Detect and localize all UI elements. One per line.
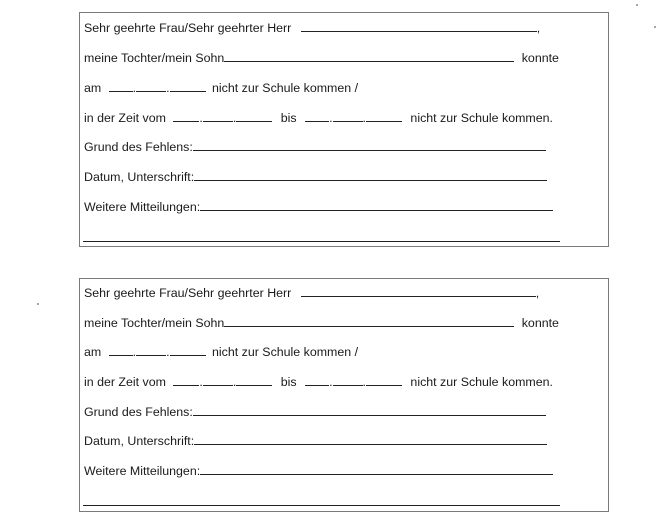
date-separator: . — [166, 345, 170, 359]
date-signature-field[interactable] — [194, 432, 547, 445]
absence-note-form-bottom — [79, 278, 609, 512]
not-school-slash-text: nicht zur Schule kommen / — [212, 81, 359, 95]
salutation-row — [84, 284, 539, 300]
period-from-day-field[interactable] — [173, 109, 199, 122]
single-date-row — [84, 79, 358, 95]
period-row — [84, 109, 553, 125]
child-row — [84, 49, 559, 65]
period-to-year-field[interactable] — [366, 373, 402, 386]
salutation-text: Sehr geehrte Frau/Sehr geehrter Herr — [84, 286, 292, 300]
reason-label: Grund des Fehlens: — [84, 140, 193, 154]
more-info-field[interactable] — [200, 198, 553, 211]
until-label: bis — [280, 375, 297, 389]
period-from-month-field[interactable] — [203, 373, 233, 386]
scan-speck — [654, 26, 656, 28]
date-separator: . — [329, 111, 333, 125]
could-text: konnte — [521, 51, 559, 65]
child-name-field[interactable] — [224, 314, 514, 327]
period-from-year-field[interactable] — [236, 109, 272, 122]
child-name-field[interactable] — [224, 49, 514, 62]
reason-field[interactable] — [193, 138, 546, 151]
until-label: bis — [280, 111, 297, 125]
date-separator: . — [166, 81, 170, 95]
date-signature-row — [84, 432, 547, 448]
recipient-name-field[interactable] — [301, 19, 537, 32]
more-info-extra-line[interactable] — [83, 505, 560, 506]
salutation-comma: , — [535, 286, 540, 300]
date-signature-label: Datum, Unterschrift: — [84, 434, 195, 448]
date-separator: . — [362, 375, 366, 389]
reason-row — [84, 138, 546, 154]
more-info-label: Weitere Mitteilungen: — [84, 464, 201, 478]
date-day-field[interactable] — [109, 343, 133, 356]
salutation-row — [84, 19, 540, 35]
date-separator: . — [132, 81, 137, 95]
date-month-field[interactable] — [136, 343, 166, 356]
single-date-row — [84, 343, 358, 359]
date-separator: . — [329, 375, 333, 389]
date-signature-field[interactable] — [194, 168, 547, 181]
period-to-month-field[interactable] — [333, 109, 363, 122]
date-year-field[interactable] — [170, 79, 206, 92]
recipient-name-field[interactable] — [301, 284, 536, 297]
period-label: in der Zeit vom — [84, 111, 166, 125]
date-separator: . — [199, 111, 203, 125]
child-text: meine Tochter/mein Sohn — [84, 51, 225, 65]
date-day-field[interactable] — [109, 79, 133, 92]
salutation-comma: , — [536, 21, 541, 35]
date-signature-label: Datum, Unterschrift: — [84, 170, 195, 184]
more-info-extra-line[interactable] — [83, 241, 560, 242]
more-info-row — [84, 198, 553, 214]
date-month-field[interactable] — [136, 79, 166, 92]
more-info-label: Weitere Mitteilungen: — [84, 200, 201, 214]
date-year-field[interactable] — [170, 343, 206, 356]
on-label: am — [84, 345, 102, 359]
reason-row — [84, 403, 546, 419]
salutation-text: Sehr geehrte Frau/Sehr geehrter Herr — [84, 21, 292, 35]
date-separator: . — [199, 375, 203, 389]
period-to-day-field[interactable] — [305, 373, 329, 386]
more-info-field[interactable] — [200, 462, 553, 475]
reason-label: Grund des Fehlens: — [84, 405, 193, 419]
date-separator: . — [232, 375, 237, 389]
absence-note-form-top — [79, 12, 609, 247]
date-separator: . — [132, 345, 137, 359]
period-to-day-field[interactable] — [305, 109, 329, 122]
not-school-text: nicht zur Schule kommen. — [410, 111, 553, 125]
reason-field[interactable] — [193, 403, 546, 416]
could-text: konnte — [521, 316, 559, 330]
date-separator: . — [232, 111, 237, 125]
date-separator: . — [362, 111, 366, 125]
date-signature-row — [84, 168, 547, 184]
period-from-day-field[interactable] — [173, 373, 199, 386]
not-school-text: nicht zur Schule kommen. — [410, 375, 553, 389]
more-info-row — [84, 462, 553, 478]
period-from-month-field[interactable] — [203, 109, 233, 122]
period-to-month-field[interactable] — [333, 373, 363, 386]
period-from-year-field[interactable] — [236, 373, 272, 386]
period-label: in der Zeit vom — [84, 375, 166, 389]
not-school-slash-text: nicht zur Schule kommen / — [212, 345, 359, 359]
child-text: meine Tochter/mein Sohn — [84, 316, 225, 330]
scan-speck — [37, 303, 39, 305]
child-row — [84, 314, 559, 330]
period-to-year-field[interactable] — [366, 109, 402, 122]
period-row — [84, 373, 553, 389]
on-label: am — [84, 81, 102, 95]
scan-speck — [636, 4, 638, 6]
